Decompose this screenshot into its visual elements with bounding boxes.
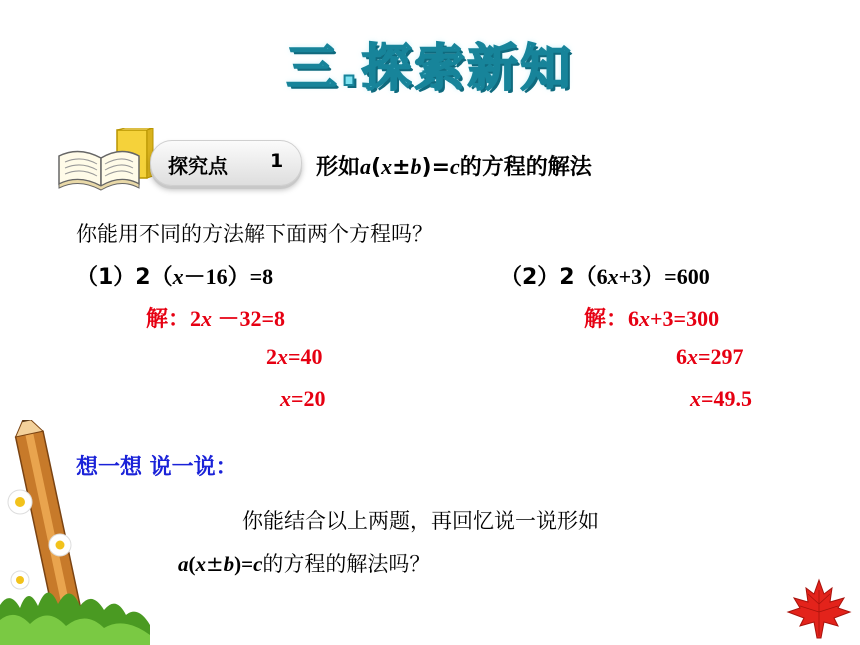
problem-1-step-2 bbox=[266, 344, 323, 370]
problem-2-step-3-var: x bbox=[690, 386, 701, 411]
topic-prefix: 形如 bbox=[316, 155, 361, 180]
daisy-icon bbox=[8, 490, 32, 514]
topic-var-c: c bbox=[450, 154, 460, 179]
problem-2-step-1-rest: +3=300 bbox=[650, 306, 720, 331]
page-title: 三.探索新知 bbox=[286, 39, 574, 97]
problem-1-label: （1）2（ bbox=[76, 265, 173, 290]
problem-2-step-2 bbox=[676, 344, 744, 370]
problem-2-step-2-var: x bbox=[687, 344, 698, 369]
open-book-icon bbox=[55, 128, 155, 192]
topic-heading bbox=[316, 150, 592, 181]
closing-suffix: 的方程的解法吗？ bbox=[262, 552, 431, 576]
closing-question-line-2 bbox=[178, 548, 430, 578]
problem-2-step-3-rest: =49.5 bbox=[701, 386, 753, 411]
think-discuss-heading: 想一想 说一说： bbox=[76, 455, 238, 480]
closing-question-line-1: 你能结合以上两题，再回忆说一说形如 bbox=[242, 509, 599, 533]
question-text: 你能用不同的方法解下面两个方程吗？ bbox=[76, 222, 433, 246]
problem-2-step-2-rest: =297 bbox=[698, 344, 744, 369]
problem-1-step-1-coef: 2 bbox=[190, 306, 202, 331]
problem-2-step-1-var: x bbox=[639, 306, 651, 331]
problem-1-step-1-var: x bbox=[201, 306, 213, 331]
problem-1-step-3-rest: =20 bbox=[291, 386, 326, 411]
pencil-flowers-decoration bbox=[0, 420, 150, 645]
problem-1-step-1-rest: －32=8 bbox=[212, 306, 286, 331]
problem-1-step-3 bbox=[280, 386, 326, 412]
problem-1 bbox=[76, 260, 273, 291]
problem-1-step-2-rest: =40 bbox=[288, 344, 323, 369]
problem-2-step-2-coef: 6 bbox=[676, 344, 687, 369]
problem-1-var: x bbox=[172, 264, 184, 289]
closing-close: )= bbox=[234, 552, 254, 576]
topic-var-x: x bbox=[381, 154, 393, 179]
topic-plus-minus: ± bbox=[392, 155, 411, 180]
problem-2-step-1 bbox=[584, 302, 719, 333]
topic-var-a: a bbox=[360, 154, 372, 179]
closing-var-x: x bbox=[195, 552, 206, 576]
problem-2-step-1-coef: 6 bbox=[628, 306, 640, 331]
closing-var-b: b bbox=[223, 552, 235, 576]
problem-1-step-3-var: x bbox=[280, 386, 291, 411]
topic-suffix: 的方程的解法 bbox=[459, 155, 592, 180]
topic-open: ( bbox=[371, 155, 382, 180]
problem-1-rest: －16）=8 bbox=[183, 264, 274, 289]
section-tag-label: 探究点 bbox=[168, 154, 228, 178]
closing-open: ( bbox=[188, 552, 196, 576]
problem-2-step-3 bbox=[690, 386, 752, 412]
topic-close: )= bbox=[421, 155, 451, 180]
problem-1-step-1 bbox=[146, 302, 285, 333]
closing-plus-minus: ± bbox=[206, 552, 224, 576]
closing-var-a: a bbox=[178, 552, 189, 576]
topic-var-b: b bbox=[410, 154, 422, 179]
problem-1-step-2-coef: 2 bbox=[266, 344, 277, 369]
problem-2-rest: +3）=600 bbox=[618, 264, 710, 289]
problem-1-solution-label: 解： bbox=[146, 307, 191, 332]
problem-2-var: x bbox=[607, 264, 619, 289]
maple-leaf-icon bbox=[786, 578, 852, 640]
section-tag-number: 1 bbox=[270, 150, 284, 172]
closing-var-c: c bbox=[253, 552, 263, 576]
problem-1-step-2-var: x bbox=[277, 344, 288, 369]
problem-2-label: （2）2（ bbox=[500, 265, 597, 290]
problem-2-coef: 6 bbox=[596, 264, 608, 289]
problem-2 bbox=[500, 260, 710, 291]
problem-2-solution-label: 解： bbox=[584, 307, 629, 332]
